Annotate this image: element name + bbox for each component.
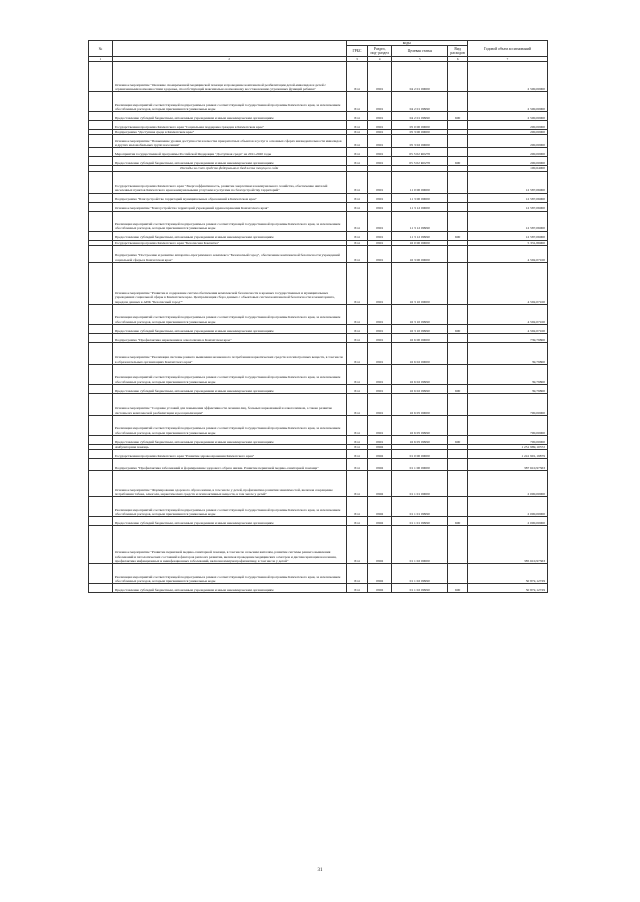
table-row	[89, 231, 548, 240]
cell-grbs: 814	[346, 262, 368, 304]
cell-num	[89, 324, 113, 333]
cell-vid: 600	[448, 517, 467, 526]
cell-name: Основное мероприятие "Развитие и содержание систем обеспечения комплексной безопасности в краевых государственных и муниципальных учреждениях социальной сферы в Камчатском крае. Централизация сбора данных с объектовых систем комплексной безопасности и мониторинга, передача данных в АПК "Безопасный город""	[112, 262, 346, 304]
cell-num	[89, 497, 113, 517]
cell-cel: 05 0 00 00000	[392, 121, 448, 130]
cell-num	[89, 450, 113, 459]
cell-num	[89, 231, 113, 240]
cell-grbs: 814	[346, 245, 368, 262]
cell-num	[89, 135, 113, 148]
cell-cel: 05 3 02 00000	[392, 135, 448, 148]
cell-name: Амбулаторная помощь	[112, 444, 346, 449]
table-row	[89, 112, 548, 121]
table-row	[89, 62, 548, 92]
cell-name: Государственная программа Камчатского края "Социальная поддержка граждан в Камчатском крае"	[112, 121, 346, 130]
cell-grbs: 814	[346, 62, 368, 92]
cell-grbs: 814	[346, 121, 368, 130]
cell-grbs: 814	[346, 459, 368, 471]
cell-razd: 0901	[368, 435, 392, 444]
cell-cel: 16 0 00 00000	[392, 240, 448, 245]
cell-name: Подпрограмма "Профилактика заболеваний и формирование здорового образа жизни. Развитие первичной медико-санитарной помощи"	[112, 459, 346, 471]
cell-cel: 05 3 02 R0270	[392, 157, 448, 166]
index-cell: 1	[89, 57, 113, 62]
cell-sum: 2 500,00000	[467, 112, 547, 121]
cell-name: Реализация мероприятий соответствующей подпрограммы в рамках соответствующей государственной программы Камчатского края, за исключением обособленных расходов, которым присваиваются уникальные коды	[112, 211, 346, 231]
cell-razd: 0902	[368, 564, 392, 584]
index-cell: 7	[467, 57, 547, 62]
index-cell: 3	[346, 57, 368, 62]
header-name	[112, 41, 346, 57]
header-sum: Годовой объем ассигнований	[467, 41, 547, 57]
cell-sum: 387 610,97363	[467, 459, 547, 471]
cell-grbs: 814	[346, 517, 368, 526]
cell-vid	[448, 92, 467, 112]
cell-cel: 01 1 02 09990	[392, 564, 448, 584]
cell-sum: 4 592,07100	[467, 245, 547, 262]
cell-grbs: 814	[346, 415, 368, 435]
cell-cel: 05 3 02 R0270	[392, 148, 448, 157]
cell-sum: 2 500,00000	[467, 62, 547, 92]
table-row	[89, 92, 548, 112]
cell-num	[89, 262, 113, 304]
cell-grbs: 814	[346, 333, 368, 342]
cell-vid	[448, 393, 467, 415]
cell-name: Подпрограмма "Построение и развитие аппаратно-программного комплекса "Безопасный город", обеспечение комплексной безопасности учреждений социальной сферы в Камчатском крае"	[112, 245, 346, 262]
cell-cel: 16 6 02 09990	[392, 384, 448, 393]
cell-grbs: 814	[346, 157, 368, 166]
index-cell: 2	[112, 57, 346, 62]
table-row	[89, 497, 548, 517]
budget-table-sheet	[88, 40, 548, 593]
cell-vid	[448, 193, 467, 202]
cell-cel: 16 6 05 09990	[392, 435, 448, 444]
table-row	[89, 342, 548, 364]
cell-name: Предоставление субсидий бюджетным, автономным учреждениям и иным некоммерческим организациям	[112, 384, 346, 393]
cell-name: Государственная программа Камчатского края "Безопасная Камчатка"	[112, 240, 346, 245]
cell-cel: 16 3 10 09990	[392, 324, 448, 333]
cell-name: Реализация мероприятий соответствующей подпрограммы в рамках соответствующей государственной программы Камчатского края, за исключением обособленных расходов, которым присваиваются уникальные коды	[112, 364, 346, 384]
cell-sum: 39,79800	[467, 384, 547, 393]
cell-name: Реализация мероприятий соответствующей подпрограммы в рамках соответствующей государственной программы Камчатского края, за исключением обособленных расходов, которым присваиваются уникальные коды	[112, 304, 346, 324]
cell-cel: 01 1 02 00000	[392, 526, 448, 564]
cell-sum: 739,79800	[467, 333, 547, 342]
table-row	[89, 171, 548, 193]
cell-sum: 50 872,12729	[467, 584, 547, 593]
cell-grbs: 814	[346, 526, 368, 564]
cell-vid	[448, 304, 467, 324]
cell-num	[89, 202, 113, 211]
cell-vid	[448, 364, 467, 384]
cell-vid	[448, 497, 467, 517]
cell-num	[89, 584, 113, 593]
cell-cel: 01 0 00 00000	[392, 450, 448, 459]
cell-vid	[448, 526, 467, 564]
cell-sum: 1 241 901,19879	[467, 450, 547, 459]
cell-vid	[448, 333, 467, 342]
cell-sum: 100,64000	[467, 166, 547, 171]
cell-sum: 200,00000	[467, 135, 547, 148]
cell-num	[89, 193, 113, 202]
table-row	[89, 148, 548, 157]
cell-sum: 4 592,07100	[467, 262, 547, 304]
table-row	[89, 415, 548, 435]
cell-num	[89, 471, 113, 497]
table-row	[89, 393, 548, 415]
cell-vid: 600	[448, 324, 467, 333]
cell-name: Предоставление субсидий бюджетным, автономным учреждениям и иным некоммерческим организациям	[112, 157, 346, 166]
cell-vid	[448, 245, 467, 262]
cell-vid	[448, 262, 467, 304]
cell-sum: 385 610,97363	[467, 526, 547, 564]
page-number: 31	[317, 868, 323, 873]
cell-name: Расходы за счет средств федерального бюджета текущего года	[112, 166, 346, 171]
cell-grbs: 814	[346, 444, 368, 449]
table-row	[89, 245, 548, 262]
cell-num	[89, 435, 113, 444]
cell-sum: 12 587,06000	[467, 231, 547, 240]
cell-num	[89, 364, 113, 384]
cell-name: Государственная программа Камчатского края "Развитие здравоохранения Камчатского края"	[112, 450, 346, 459]
table-row	[89, 471, 548, 497]
header-grbs: ГРБС	[346, 46, 368, 57]
cell-razd: 0901	[368, 304, 392, 324]
table-row	[89, 121, 548, 130]
cell-grbs: 814	[346, 584, 368, 593]
cell-razd: 0902	[368, 459, 392, 471]
cell-name: Основное мероприятие "Повышение уровня доступности и качества приоритетных объектов и услуг в основных сферах жизнедеятельности инвалидов и других маломобильных групп населения"	[112, 135, 346, 148]
cell-name: Подпрограмма "Доступная среда в Камчатском крае"	[112, 130, 346, 135]
cell-name: Предоставление субсидий бюджетным, автономным учреждениям и иным некоммерческим организациям	[112, 324, 346, 333]
cell-vid: 600	[448, 435, 467, 444]
cell-num	[89, 112, 113, 121]
cell-sum: 12 587,06000	[467, 193, 547, 202]
table-row	[89, 193, 548, 202]
cell-cel: 01 1 01 09990	[392, 497, 448, 517]
cell-cel: 01 1 01 09990	[392, 517, 448, 526]
cell-name: Подпрограмма "Профилактика наркомании и алкоголизма в Камчатском крае"	[112, 333, 346, 342]
cell-num	[89, 564, 113, 584]
cell-grbs: 814	[346, 171, 368, 193]
cell-grbs: 814	[346, 211, 368, 231]
cell-cel: 04 2 01 09990	[392, 92, 448, 112]
cell-name: Государственная программа Камчатского края "Энергоэффективность, развитие энергетики и коммунального хозяйства, обеспечение жителей населенных пунктов Камчатского края коммунальными услугами и услугами по благоустройству территорий"	[112, 171, 346, 193]
cell-grbs: 814	[346, 435, 368, 444]
cell-sum: 200,00000	[467, 157, 547, 166]
cell-name: Реализация мероприятий соответствующей подпрограммы в рамках соответствующей государственной программы Камчатского края, за исключением обособленных расходов, которым присваиваются уникальные коды	[112, 92, 346, 112]
table-row	[89, 202, 548, 211]
cell-sum: 200,00000	[467, 130, 547, 135]
table-row	[89, 435, 548, 444]
cell-grbs: 814	[346, 450, 368, 459]
cell-grbs: 814	[346, 193, 368, 202]
cell-sum: 1 251 989,10372	[467, 444, 547, 449]
cell-razd: 0902	[368, 471, 392, 497]
cell-razd: 0901	[368, 135, 392, 148]
cell-razd: 0901	[368, 157, 392, 166]
cell-sum: 200,00000	[467, 121, 547, 130]
cell-razd: 0901	[368, 231, 392, 240]
cell-razd: 0901	[368, 245, 392, 262]
cell-vid	[448, 564, 467, 584]
table-row	[89, 135, 548, 148]
header-num: №	[89, 41, 113, 57]
cell-num	[89, 393, 113, 415]
cell-vid	[448, 135, 467, 148]
table-row	[89, 364, 548, 384]
cell-sum: 700,00000	[467, 393, 547, 415]
cell-razd: 0901	[368, 121, 392, 130]
index-cell: 5	[392, 57, 448, 62]
cell-razd: 0901	[368, 130, 392, 135]
cell-cel: 16 6 00 00000	[392, 333, 448, 342]
cell-razd: 0901	[368, 393, 392, 415]
table-row	[89, 157, 548, 166]
cell-name: Предоставление субсидий бюджетным, автономным учреждениям и иным некоммерческим организациям	[112, 231, 346, 240]
cell-sum: 39,79800	[467, 342, 547, 364]
cell-vid: 600	[448, 384, 467, 393]
cell-sum: 700,00000	[467, 415, 547, 435]
cell-grbs: 814	[346, 324, 368, 333]
cell-grbs: 814	[346, 112, 368, 121]
cell-name: Основное мероприятие "Реализация системы раннего выявления незаконного потребления наркотических средств и психотропных веществ, в том числе в образовательных организациях Камчатского края"	[112, 342, 346, 364]
cell-vid	[448, 62, 467, 92]
cell-grbs: 814	[346, 130, 368, 135]
table-row	[89, 459, 548, 471]
cell-grbs: 814	[346, 342, 368, 364]
cell-name: Предоставление субсидий бюджетным, автономным учреждениям и иным некоммерческим организациям	[112, 517, 346, 526]
cell-name: Основное мероприятие "Благоустройство территорий учреждений здравоохранения Камчатского края"	[112, 202, 346, 211]
cell-razd: 0901	[368, 62, 392, 92]
cell-razd: 0901	[368, 92, 392, 112]
cell-sum: 12 587,06000	[467, 202, 547, 211]
cell-razd: 0902	[368, 517, 392, 526]
cell-name: Подпрограмма "Благоустройство территорий муниципальных образований в Камчатском крае"	[112, 193, 346, 202]
cell-num	[89, 62, 113, 92]
cell-sum: 2 000,00000	[467, 497, 547, 517]
cell-name: Реализация мероприятий соответствующей подпрограммы в рамках соответствующей государственной программы Камчатского края, за исключением обособленных расходов, которым присваиваются уникальные коды	[112, 497, 346, 517]
cell-grbs: 814	[346, 497, 368, 517]
cell-name: Основное мероприятие "Создание условий для повышения эффективности лечения лиц, больных наркоманией и алкоголизмом, а также развитие системы их комплексной реабилитации и ресоциализации"	[112, 393, 346, 415]
cell-name: Основное мероприятие "Формирование здорового образа жизни, в том числе у детей, профилактика развития зависимостей, включая сокращение потребления табака, алкоголя, наркотических средств и психоактивных веществ, в том числе у детей"	[112, 471, 346, 497]
cell-name: Основное мероприятие "Развитие первичной медико-санитарной помощи, в том числе сельским жителям, развитие системы раннего выявления заболеваний и патологических состояний и факторов риска их развития, включая проведение медицинских осмотров и диспансеризации населения, профилактика инфекционных и неинфекционных заболеваний, включая иммунопрофилактику, в том числе у детей"	[112, 526, 346, 564]
table-row	[89, 262, 548, 304]
cell-vid	[448, 459, 467, 471]
cell-razd: 0901	[368, 262, 392, 304]
cell-sum: 12 587,06000	[467, 171, 547, 193]
cell-num	[89, 517, 113, 526]
cell-num	[89, 526, 113, 564]
cell-vid	[448, 202, 467, 211]
cell-vid	[448, 121, 467, 130]
cell-razd: 0901	[368, 211, 392, 231]
index-cell: 6	[448, 57, 467, 62]
cell-vid	[448, 450, 467, 459]
cell-num	[89, 211, 113, 231]
cell-sum: 2 000,00000	[467, 517, 547, 526]
cell-cel: 05 3 00 00000	[392, 130, 448, 135]
cell-cel: 16 6 05 09990	[392, 415, 448, 435]
cell-vid: 600	[448, 112, 467, 121]
cell-cel: 16 3 00 00000	[392, 245, 448, 262]
cell-num	[89, 342, 113, 364]
cell-grbs: 814	[346, 202, 368, 211]
cell-grbs: 814	[346, 148, 368, 157]
header-cel: Целевая статья	[392, 46, 448, 57]
cell-num	[89, 459, 113, 471]
cell-name: Реализация мероприятий соответствующей подпрограммы в рамках соответствующей государственной программы Камчатского края, за исключением обособленных расходов, которым присваиваются уникальные коды	[112, 564, 346, 584]
cell-sum: 4 592,07100	[467, 304, 547, 324]
cell-cel: 11 3 00 00000	[392, 193, 448, 202]
cell-sum: 39,79800	[467, 364, 547, 384]
cell-grbs: 814	[346, 231, 368, 240]
cell-sum: 12 587,06000	[467, 211, 547, 231]
cell-cel: 01 1 00 00000	[392, 459, 448, 471]
cell-razd: 0901	[368, 193, 392, 202]
cell-grbs: 814	[346, 304, 368, 324]
cell-name: Реализация мероприятий соответствующей подпрограммы в рамках соответствующей государственной программы Камчатского края, за исключением обособленных расходов, которым присваиваются уникальные коды	[112, 415, 346, 435]
table-row	[89, 384, 548, 393]
cell-razd: 0902	[368, 584, 392, 593]
cell-num	[89, 92, 113, 112]
cell-cel: 16 6 02 09990	[392, 364, 448, 384]
cell-cel: 16 3 10 00000	[392, 262, 448, 304]
cell-razd: 0901	[368, 240, 392, 245]
cell-cel: 11 3 12 09990	[392, 231, 448, 240]
cell-grbs: 814	[346, 364, 368, 384]
cell-cel: 04 2 01 00000	[392, 62, 448, 92]
cell-razd: 0902	[368, 497, 392, 517]
budget-table-body	[89, 62, 548, 593]
cell-razd: 0901	[368, 364, 392, 384]
table-row	[89, 304, 548, 324]
cell-sum: 2 500,00000	[467, 92, 547, 112]
index-cell: 4	[368, 57, 392, 62]
cell-num	[89, 157, 113, 166]
budget-table	[88, 40, 548, 593]
cell-sum: 700,00000	[467, 435, 547, 444]
cell-razd: 0901	[368, 202, 392, 211]
cell-num	[89, 304, 113, 324]
cell-name: Мероприятия государственной программы Российской Федерации "Доступная среда" на 2011-2020 годы	[112, 148, 346, 157]
cell-num	[89, 171, 113, 193]
cell-cel: 01 1 01 00000	[392, 471, 448, 497]
cell-razd: 0901	[368, 171, 392, 193]
cell-num	[89, 415, 113, 435]
cell-razd: 0901	[368, 342, 392, 364]
cell-cel: 16 6 05 00000	[392, 393, 448, 415]
cell-vid	[448, 171, 467, 193]
cell-vid: 600	[448, 231, 467, 240]
table-row	[89, 517, 548, 526]
cell-sum: 4 592,07100	[467, 324, 547, 333]
cell-vid	[448, 471, 467, 497]
table-row	[89, 584, 548, 593]
cell-num	[89, 148, 113, 157]
cell-name: Предоставление субсидий бюджетным, автономным учреждениям и иным некоммерческим организациям	[112, 435, 346, 444]
cell-num	[89, 245, 113, 262]
cell-sum: 5 331,86900	[467, 240, 547, 245]
cell-cel: 16 6 02 00000	[392, 342, 448, 364]
cell-name: Предоставление субсидий бюджетным, автономным учреждениям и иным некоммерческим организациям	[112, 112, 346, 121]
cell-cel: 11 3 12 00000	[392, 202, 448, 211]
cell-razd: 0902	[368, 450, 392, 459]
cell-grbs: 814	[346, 135, 368, 148]
cell-vid	[448, 211, 467, 231]
cell-name: Предоставление субсидий бюджетным, автономным учреждениям и иным некоммерческим организациям	[112, 584, 346, 593]
cell-num	[89, 384, 113, 393]
cell-razd: 0901	[368, 112, 392, 121]
cell-name: Основное мероприятие "Оказание своевременной медицинской помощи и проведение комплексной реабилитации детей-инвалидов и детей с ограниченными возможностями здоровья, способствующей максимально возможному восстановлению утраченных функций ребенка"	[112, 62, 346, 92]
cell-razd: 0901	[368, 148, 392, 157]
cell-vid: 600	[448, 157, 467, 166]
cell-sum: 200,00000	[467, 148, 547, 157]
cell-razd: 0901	[368, 333, 392, 342]
table-row	[89, 333, 548, 342]
cell-cel: 01 1 02 09990	[392, 584, 448, 593]
cell-grbs: 814	[346, 240, 368, 245]
cell-grbs: 814	[346, 384, 368, 393]
cell-grbs: 814	[346, 471, 368, 497]
cell-grbs: 814	[346, 564, 368, 584]
header-vid: Вид расходов	[448, 46, 467, 57]
cell-cel: 16 3 10 09990	[392, 304, 448, 324]
table-row	[89, 211, 548, 231]
cell-grbs: 814	[346, 92, 368, 112]
table-row	[89, 450, 548, 459]
cell-sum: 2 000,00000	[467, 471, 547, 497]
cell-vid: 600	[448, 584, 467, 593]
cell-grbs: 814	[346, 393, 368, 415]
cell-vid	[448, 415, 467, 435]
table-row	[89, 324, 548, 333]
table-row	[89, 526, 548, 564]
cell-cel: 11 3 12 09990	[392, 211, 448, 231]
cell-razd: 0901	[368, 324, 392, 333]
cell-sum: 50 872,12729	[467, 564, 547, 584]
cell-cel: 04 2 01 09990	[392, 112, 448, 121]
cell-razd: 0901	[368, 384, 392, 393]
table-row	[89, 564, 548, 584]
cell-vid	[448, 342, 467, 364]
cell-razd: 0902	[368, 444, 392, 449]
cell-num	[89, 333, 113, 342]
header-razd: Раздел, под- раздел	[368, 46, 392, 57]
header-codes: коды	[346, 41, 467, 46]
cell-razd: 0902	[368, 526, 392, 564]
cell-razd: 0901	[368, 415, 392, 435]
cell-cel: 11 0 00 00000	[392, 171, 448, 193]
cell-num	[89, 121, 113, 130]
cell-vid	[448, 148, 467, 157]
